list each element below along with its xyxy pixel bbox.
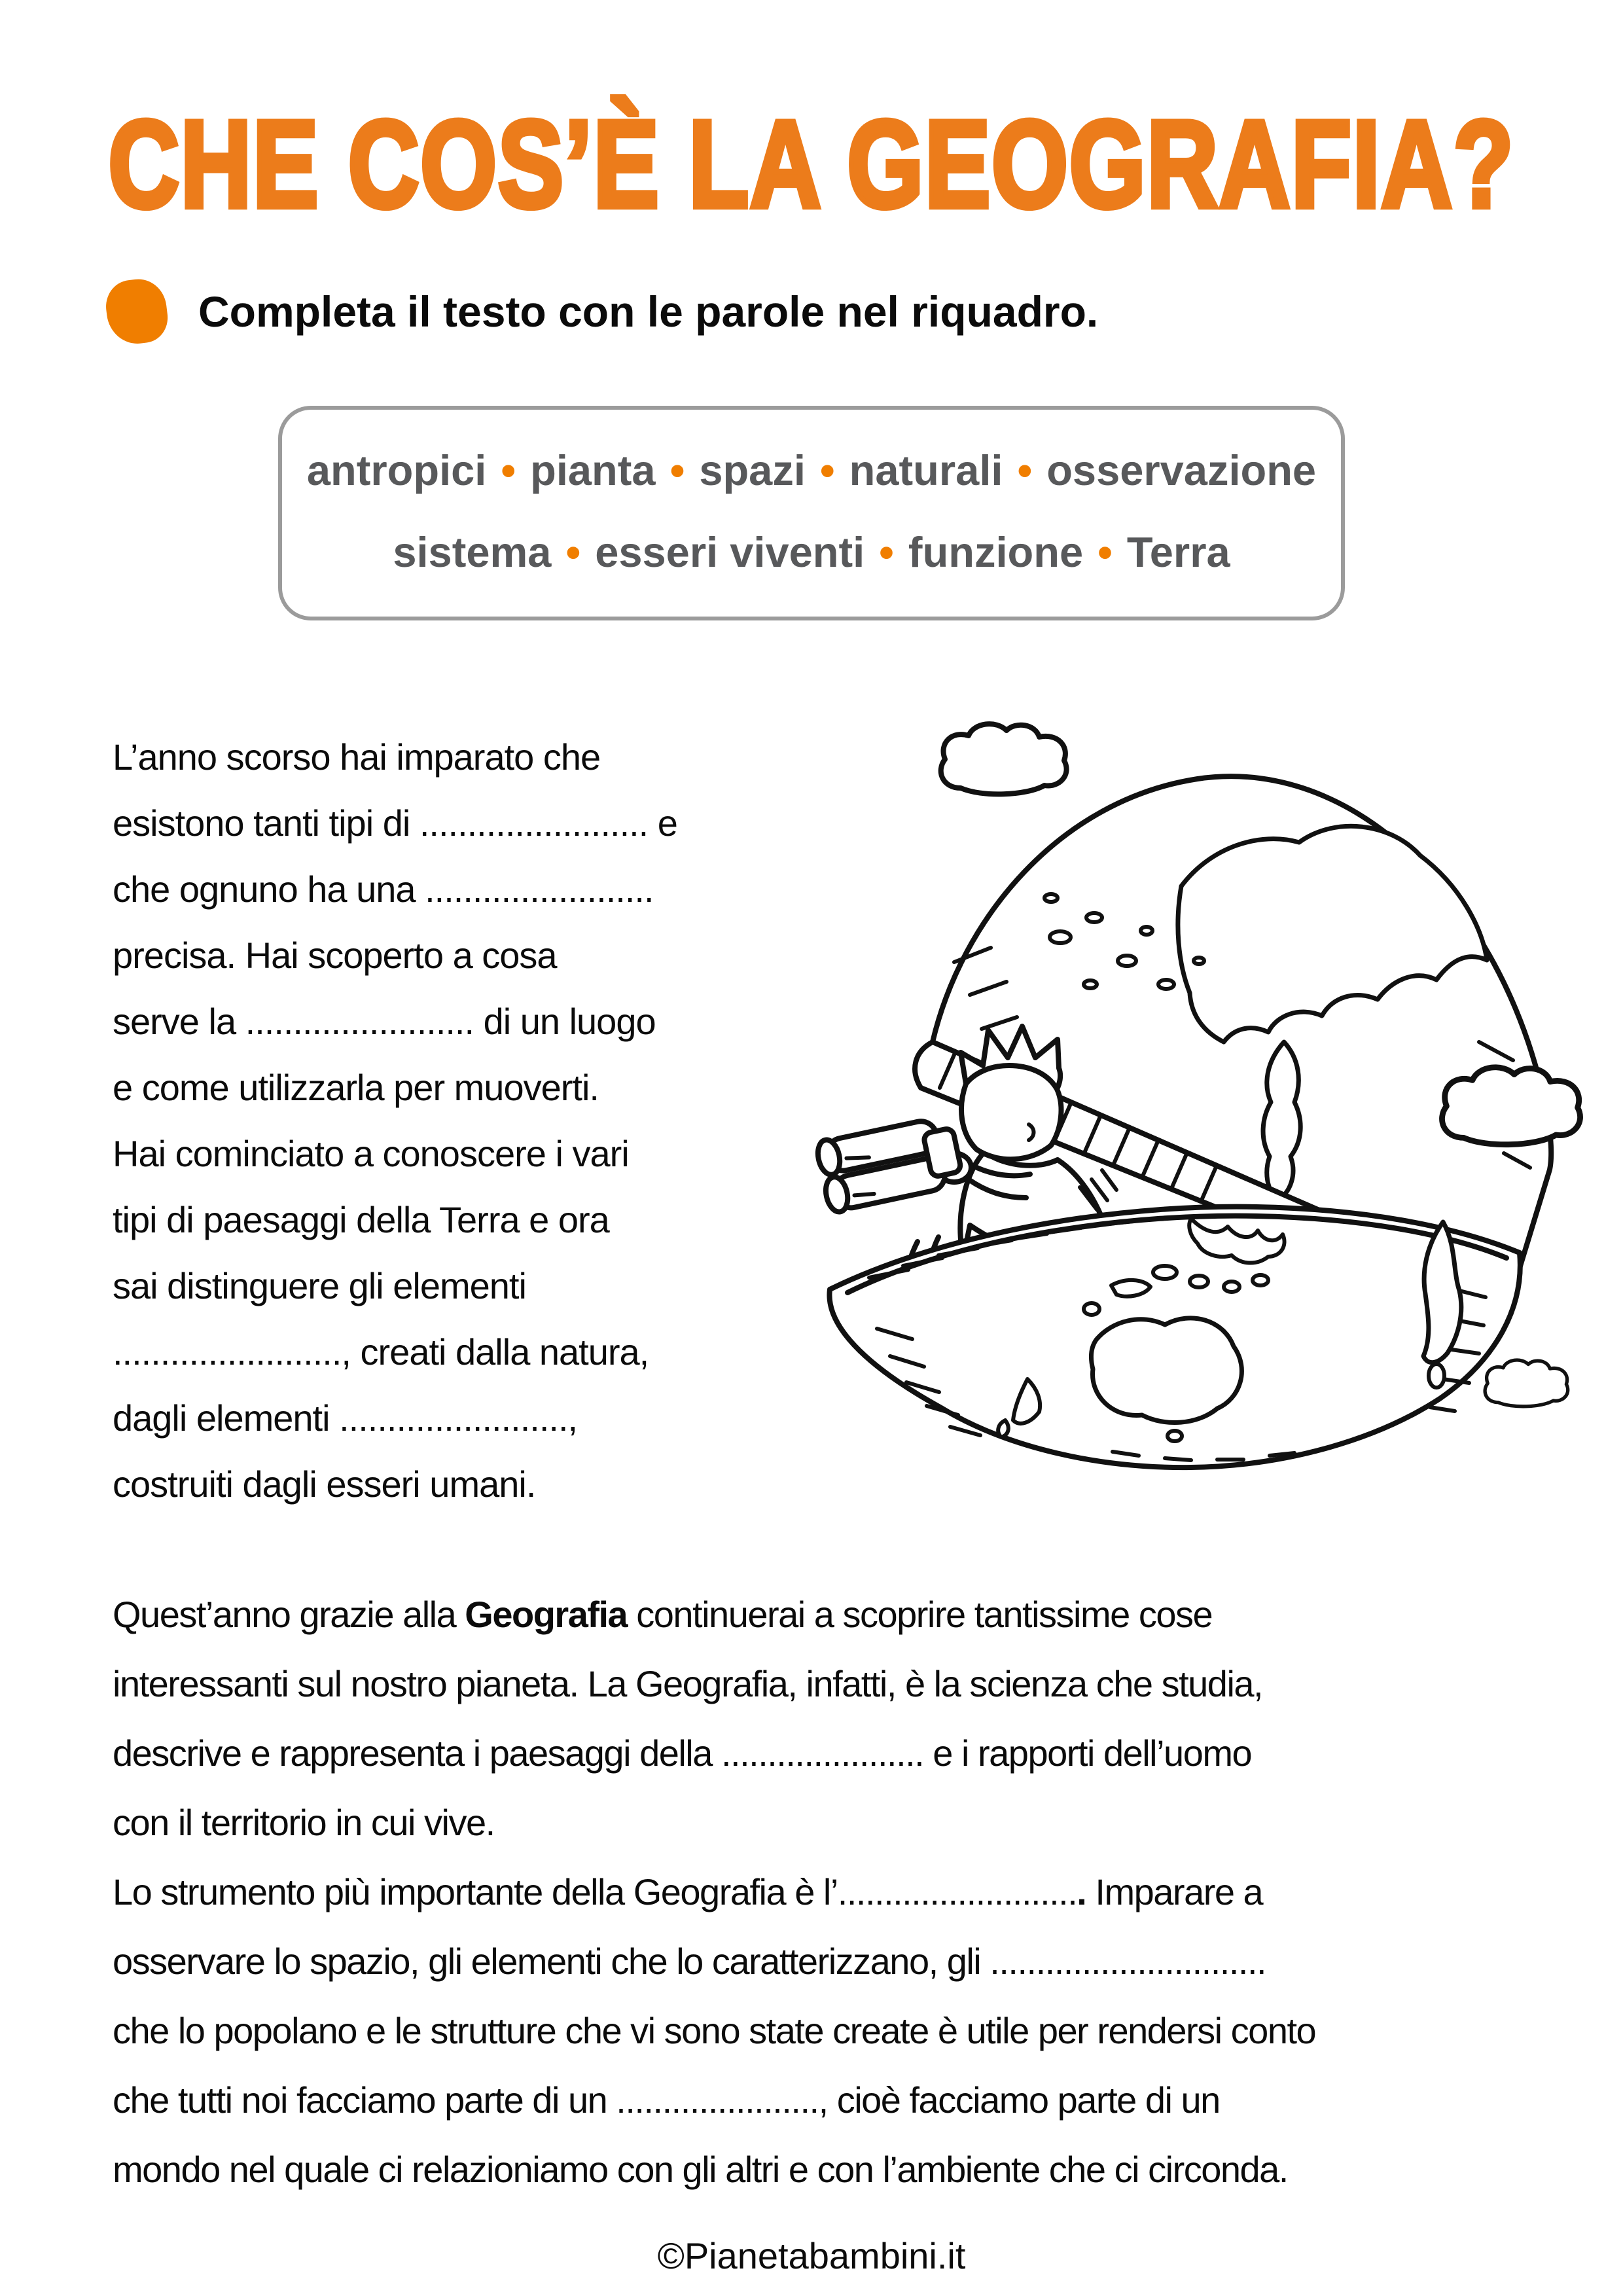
- word-separator-bullet: •: [501, 446, 516, 494]
- passage-line: che lo popolano e le strutture che vi sono state create è utile per rendersi conto: [113, 2010, 1316, 2051]
- passage-line: che tutti noi facciamo parte di un ......................, cioè facciamo parte di un: [113, 2079, 1220, 2121]
- passage-left: [113, 724, 798, 1517]
- word-separator-bullet: •: [565, 528, 581, 576]
- word-box-word: Terra: [1126, 528, 1230, 576]
- explorer-head: [961, 1066, 1061, 1159]
- passage-line: tipi di paesaggi della Terra e ora: [113, 1199, 609, 1240]
- passage-line: dagli elementi ........................,: [113, 1397, 578, 1439]
- word-separator-bullet: •: [669, 446, 685, 494]
- open-globe-svg: [798, 702, 1587, 1480]
- passage-line: esistono tanti tipi di ........................ e: [113, 802, 677, 844]
- passage-line: precisa. Hai scoperto a cosa: [113, 935, 557, 976]
- word-box-word: spazi: [699, 446, 806, 494]
- word-separator-bullet: •: [1017, 446, 1033, 494]
- binoculars-icon: [815, 1113, 965, 1213]
- word-separator-bullet: •: [819, 446, 835, 494]
- footer-credit: ©Pianetabambini.it: [657, 2235, 966, 2276]
- word-box: [278, 406, 1345, 620]
- cloud-icon: [941, 724, 1067, 794]
- passage-line: Quest’anno grazie alla Geografia continuerai a scoprire tantissime cose: [113, 1594, 1213, 1635]
- orange-blob-bullet-icon: [103, 276, 170, 347]
- passage-line: serve la ........................ di un luogo: [113, 1001, 656, 1042]
- word-box-word: osservazione: [1046, 446, 1317, 494]
- passage-line: mondo nel quale ci relazioniamo con gli altri e con l’ambiente che ci circonda.: [113, 2149, 1288, 2190]
- word-box-word: naturali: [849, 446, 1003, 494]
- cloud-icon: [1442, 1067, 1580, 1145]
- passage-line: con il territorio in cui vive.: [113, 1802, 495, 1843]
- word-box-word: funzione: [908, 528, 1084, 576]
- passage-line: costruiti dagli esseri umani.: [113, 1463, 536, 1505]
- passage-bottom: [113, 1580, 1525, 2204]
- passage-line: ........................, creati dalla natura,: [113, 1331, 649, 1372]
- page-title: CHE COS’È LA GEOGRAFIA?: [108, 94, 1515, 234]
- passage-line: descrive e rappresenta i paesaggi della ...................... e i rapporti dell’uomo: [113, 1732, 1252, 1774]
- passage-line: che ognuno ha una ........................: [113, 869, 654, 910]
- word-box-line: [298, 446, 1325, 494]
- word-separator-bullet: •: [879, 528, 894, 576]
- passage-line: Hai cominciato a conoscere i vari: [113, 1133, 629, 1174]
- word-box-word: sistema: [393, 528, 552, 576]
- instruction-row: [107, 279, 1584, 344]
- word-box-line: [298, 528, 1325, 576]
- content-row: [113, 724, 1623, 1517]
- passage-line: sai distinguere gli elementi: [113, 1265, 526, 1306]
- word-box-word: esseri viventi: [595, 528, 865, 576]
- title-wrap: [0, 0, 1623, 234]
- word-box-word: antropici: [306, 446, 487, 494]
- passage-line: L’anno scorso hai imparato che: [113, 736, 601, 778]
- cloud-icon: [1485, 1360, 1568, 1407]
- instruction-text: Completa il testo con le parole nel riquadro.: [198, 287, 1099, 336]
- passage-line: interessanti sul nostro pianeta. La Geografia, infatti, è la scienza che studia,: [113, 1663, 1263, 1704]
- passage-line: osservare lo spazio, gli elementi che lo caratterizzano, gli ..............................: [113, 1941, 1266, 1982]
- passage-line: e come utilizzarla per muoverti.: [113, 1067, 599, 1108]
- word-box-word: pianta: [530, 446, 656, 494]
- word-separator-bullet: •: [1097, 528, 1113, 576]
- globe-illustration: [798, 702, 1587, 1480]
- passage-line: Lo strumento più importante della Geografia è l’........................... Imparare a: [113, 1871, 1263, 1912]
